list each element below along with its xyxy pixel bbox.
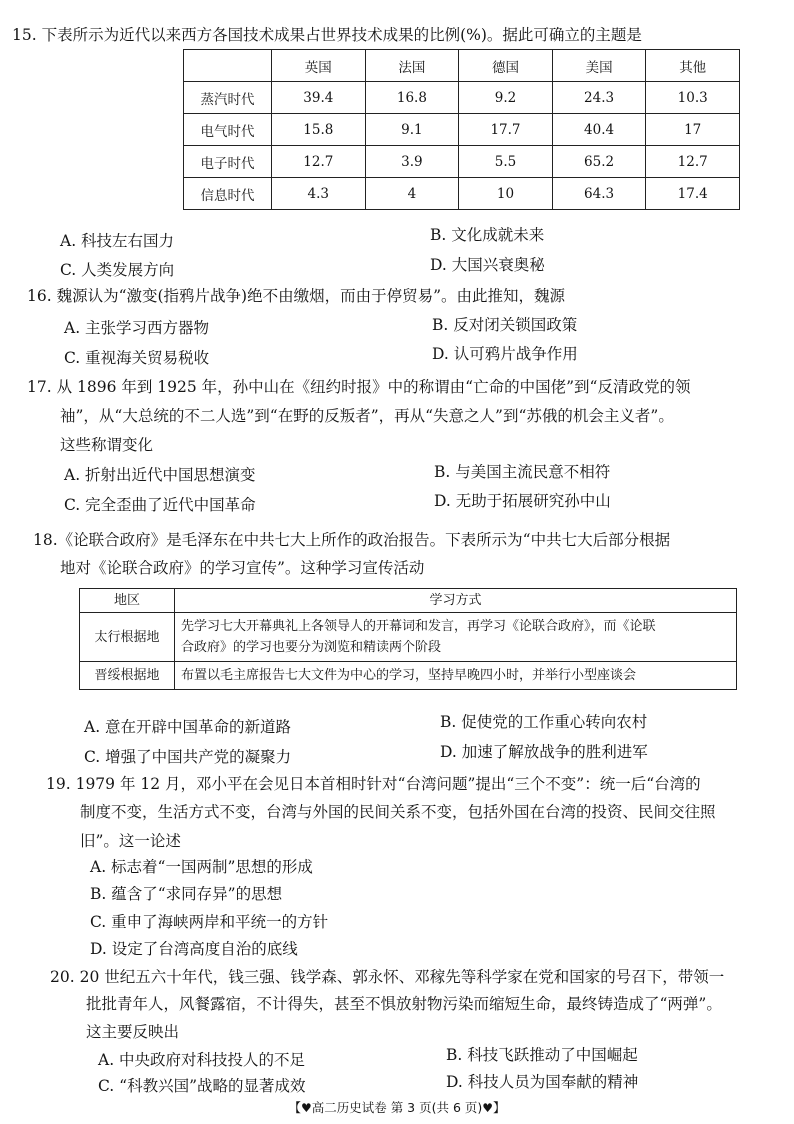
- q17-option-c: C. 完全歪曲了近代中国革命: [64, 496, 256, 514]
- table-cell: 12.7: [272, 146, 366, 178]
- q16-option-d: D. 认可鸦片战争作用: [432, 345, 578, 363]
- table-row: [80, 662, 737, 690]
- q19-option-b: B. 蕴含了“求同存异”的思想: [90, 885, 283, 903]
- q20-stem-line: 批批青年人，风餐露宿，不计得失，甚至不惧放射物污染而缩短生命，最终铸造成了“两弹”。: [86, 995, 722, 1013]
- table-cell: 3.9: [365, 146, 459, 178]
- table-cell: 太行根据地: [80, 613, 175, 662]
- q19-stem-line: 旧”。这一论述: [80, 832, 181, 850]
- table-cell: [175, 613, 737, 662]
- q17-stem-line: 这些称谓变化: [60, 436, 154, 454]
- q18-option-d: D. 加速了解放战争的胜利进军: [440, 743, 648, 761]
- table-cell: 16.8: [365, 82, 459, 114]
- footer-left-mark: 【: [288, 1100, 301, 1115]
- table-cell: 10.3: [646, 82, 740, 114]
- table-cell: 信息时代: [184, 178, 272, 210]
- table-row: [184, 146, 740, 178]
- q15-option-d: D. 大国兴衰奥秘: [430, 256, 545, 274]
- table-cell: 17: [646, 114, 740, 146]
- heart-icon: ♥: [482, 1101, 494, 1115]
- table-cell: 电子时代: [184, 146, 272, 178]
- footer-right-mark: 】: [493, 1100, 506, 1115]
- table-row: [184, 114, 740, 146]
- table-cell: 5.5: [459, 146, 553, 178]
- table-cell: 4.3: [272, 178, 366, 210]
- q16-option-c: C. 重视海关贸易税收: [64, 349, 210, 367]
- table-cell: 15.8: [272, 114, 366, 146]
- table-cell: 64.3: [552, 178, 646, 210]
- table-header-cell: 英国: [272, 50, 366, 82]
- table-cell: 65.2: [552, 146, 646, 178]
- table-header-row: [184, 50, 740, 82]
- table-cell: 4: [365, 178, 459, 210]
- q20-option-b: B. 科技飞跃推动了中国崛起: [446, 1046, 638, 1064]
- table-cell: 17.7: [459, 114, 553, 146]
- table-cell-line: 合政府》的学习也要分为浏览和精读两个阶段: [181, 640, 442, 655]
- q19-option-d: D. 设定了台湾高度自治的底线: [90, 940, 298, 958]
- page-footer: [0, 1098, 794, 1116]
- q15-stem: 15. 下表所示为近代以来西方各国技术成果占世界技术成果的比例(%)。据此可确立的主题是: [12, 26, 642, 44]
- table-cell: 9.2: [459, 82, 553, 114]
- q19-option-c: C. 重申了海峡两岸和平统一的方针: [90, 913, 329, 931]
- table-header-cell: 地区: [80, 589, 175, 613]
- q17-option-a: A. 折射出近代中国思想演变: [64, 466, 256, 484]
- q15-option-c: C. 人类发展方向: [60, 261, 175, 279]
- q17-option-d: D. 无助于拓展研究孙中山: [434, 492, 611, 510]
- table-header-cell: 其他: [646, 50, 740, 82]
- table-cell: 电气时代: [184, 114, 272, 146]
- q17-option-b: B. 与美国主流民意不相符: [434, 463, 611, 481]
- q18-option-c: C. 增强了中国共产党的凝聚力: [84, 748, 292, 766]
- table-header-cell: 法国: [365, 50, 459, 82]
- table-header-cell: [184, 50, 272, 82]
- q16-stem: 16. 魏源认为“激变(指鸦片战争)绝不由缴烟，而由于停贸易”。由此推知，魏源: [27, 287, 566, 305]
- table-cell: 晋绥根据地: [80, 662, 175, 690]
- q18-stem-line: 地对《论联合政府》的学习宣传”。这种学习宣传活动: [60, 559, 425, 577]
- q15-table: [183, 49, 740, 210]
- table-cell: 24.3: [552, 82, 646, 114]
- table-cell: 17.4: [646, 178, 740, 210]
- q20-option-d: D. 科技人员为国奉献的精神: [446, 1073, 639, 1091]
- table-row: [184, 82, 740, 114]
- q19-option-a: A. 标志着“一国两制”思想的形成: [90, 858, 313, 876]
- heart-icon: ♥: [300, 1101, 312, 1115]
- table-cell: 9.1: [365, 114, 459, 146]
- q16-option-b: B. 反对闭关锁国政策: [432, 316, 578, 334]
- q18-stem-line: 18.《论联合政府》是毛泽东在中共七大上所作的政治报告。下表所示为“中共七大后部分根据: [33, 531, 671, 549]
- table-cell: 蒸汽时代: [184, 82, 272, 114]
- q20-option-c: C. “科教兴国”战略的显著成效: [98, 1077, 306, 1095]
- q18-option-b: B. 促使党的工作重心转向农村: [440, 713, 648, 731]
- q15-option-a: A. 科技左右国力: [60, 232, 175, 250]
- q17-stem-line: 17. 从 1896 年到 1925 年，孙中山在《纽约时报》中的称谓由“亡命的中国佬”到“反清政党的领: [27, 378, 691, 396]
- table-cell-line: 布置以毛主席报告七大文件为中心的学习，坚持早晚四小时，并举行小型座谈会: [181, 668, 637, 683]
- q16-option-a: A. 主张学习西方器物: [64, 319, 210, 337]
- table-cell: 40.4: [552, 114, 646, 146]
- q20-option-a: A. 中央政府对科技投人的不足: [98, 1051, 306, 1069]
- table-cell: 12.7: [646, 146, 740, 178]
- footer-text: 高二历史试卷 第 3 页(共 6 页): [311, 1100, 483, 1115]
- q20-stem-line: 这主要反映出: [86, 1023, 180, 1041]
- table-header-cell: 德国: [459, 50, 553, 82]
- table-cell: 39.4: [272, 82, 366, 114]
- q19-stem-line: 制度不变，生活方式不变，台湾与外国的民间关系不变，包括外国在台湾的投资、民间交往照: [80, 803, 716, 821]
- table-header-row: [80, 589, 737, 613]
- table-row: [80, 613, 737, 662]
- q18-option-a: A. 意在开辟中国革命的新道路: [84, 718, 292, 736]
- table-header-cell: 美国: [552, 50, 646, 82]
- q17-stem-line: 袖”，从“大总统的不二人选”到“在野的反叛者”，再从“失意之人”到“苏俄的机会主义者”。: [60, 407, 674, 425]
- table-cell-line: 先学习七大开幕典礼上各领导人的开幕词和发言，再学习《论联合政府》，而《论联: [181, 619, 656, 634]
- table-cell: [175, 662, 737, 690]
- table-cell: 10: [459, 178, 553, 210]
- q20-stem-line: 20. 20 世纪五六十年代，钱三强、钱学森、郭永怀、邓稼先等科学家在党和国家的号召下，带领一: [50, 968, 725, 986]
- table-header-cell: 学习方式: [175, 589, 737, 613]
- q19-stem-line: 19. 1979 年 12 月，邓小平在会见日本首相时针对“台湾问题”提出“三个不变”：统一后“台湾的: [46, 775, 701, 793]
- q15-option-b: B. 文化成就未来: [430, 226, 545, 244]
- table-row: [184, 178, 740, 210]
- q18-table: [79, 588, 737, 690]
